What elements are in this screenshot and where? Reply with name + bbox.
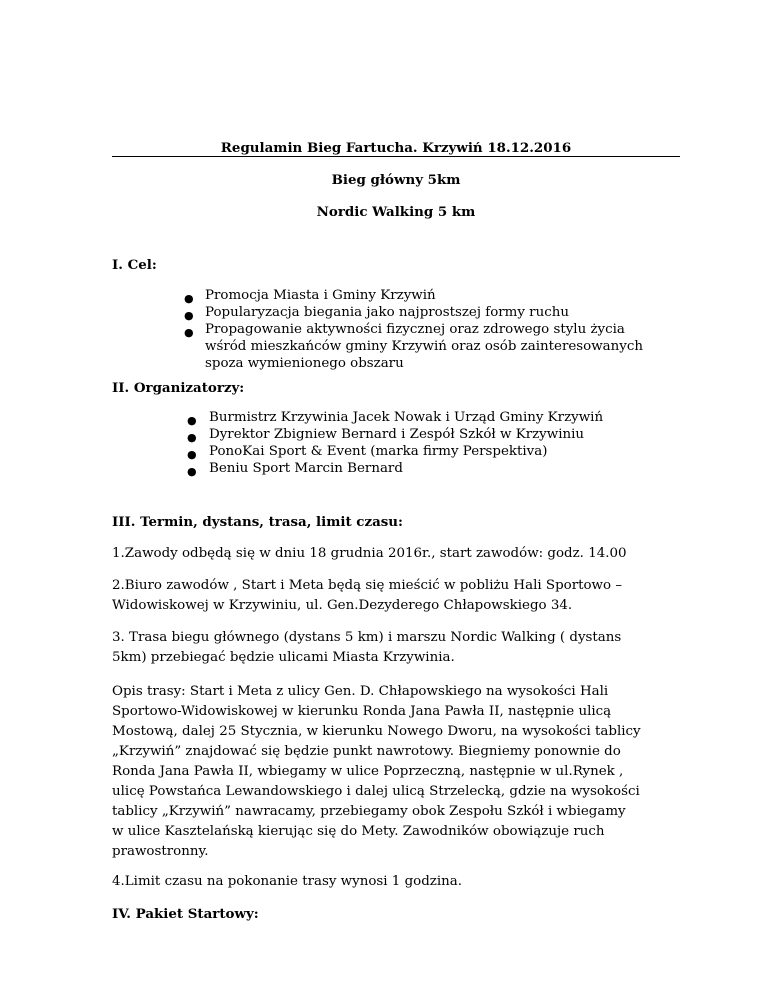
section-heading-pakiet: IV. Pakiet Startowy: (112, 906, 259, 922)
list-item: Popularyzacja biegania jako najprostszej formy ruchu (205, 305, 569, 320)
list-item: PonoKai Sport & Event (marka firmy Perspektiva) (209, 444, 548, 459)
subtitle-nordic-walking: Nordic Walking 5 km (316, 204, 476, 220)
bullet-icon: ● (187, 448, 197, 461)
paragraph-office-line2: Widowiskowej w Krzywiniu, ul. Gen.Dezyderego Chłapowskiego 34. (112, 598, 573, 613)
list-item: Beniu Sport Marcin Bernard (209, 461, 403, 476)
document-title: Regulamin Bieg Fartucha. Krzywiń 18.12.2016 (220, 140, 572, 156)
list-item-continuation: wśród mieszkańców gminy Krzywiń oraz osób zainteresowanych (205, 339, 643, 354)
list-item: Dyrektor Zbigniew Bernard i Zespół Szkół w Krzywiniu (209, 427, 585, 442)
route-line: tablicy „Krzywiń” nawracamy, przebiegamy obok Zespołu Szkół i wbiegamy (112, 804, 626, 819)
paragraph-time-limit: 4.Limit czasu na pokonanie trasy wynosi 1 godzina. (112, 874, 462, 889)
bullet-icon: ● (187, 414, 197, 427)
bullet-icon: ● (187, 431, 197, 444)
section-heading-cel: I. Cel: (112, 257, 157, 273)
route-line: Ronda Jana Pawła II, wbiegamy w ulice Poprzeczną, następnie w ul.Rynek , (112, 764, 624, 779)
route-line: „Krzywiń” znajdować się będzie punkt nawrotowy. Biegniemy ponownie do (112, 744, 621, 759)
route-line: ulicę Powstańca Lewandowskiego i dalej ulicą Strzelecką, gdzie na wysokości (112, 784, 640, 799)
section-heading-organizatorzy: II. Organizatorzy: (112, 380, 245, 396)
route-description (112, 682, 672, 862)
subtitle-main-run: Bieg główny 5km (331, 172, 461, 188)
list-item: Burmistrz Krzywinia Jacek Nowak i Urząd Gminy Krzywiń (209, 410, 604, 425)
route-line: w ulice Kasztelańską kierując się do Mety. Zawodników obowiązuje ruch (112, 824, 605, 839)
route-line: Mostową, dalej 25 Stycznia, w kierunku Nowego Dworu, na wysokości tablicy (112, 724, 641, 739)
route-line: Sportowo-Widowiskowej w kierunku Ronda Jana Pawła II, następnie ulicą (112, 704, 612, 719)
list-item: Propagowanie aktywności fizycznej oraz zdrowego stylu życia (205, 322, 625, 337)
bullet-icon: ● (184, 292, 194, 305)
paragraph-date: 1.Zawody odbędą się w dniu 18 grudnia 2016r., start zawodów: godz. 14.00 (112, 546, 627, 561)
route-line: prawostronny. (112, 844, 209, 859)
list-item-continuation: spoza wymienionego obszaru (205, 356, 404, 371)
section-heading-termin: III. Termin, dystans, trasa, limit czasu: (112, 514, 403, 530)
bullet-icon: ● (184, 309, 194, 322)
title-underline (112, 156, 680, 157)
paragraph-office-line1: 2.Biuro zawodów , Start i Meta będą się mieścić w pobliżu Hali Sportowo – (112, 578, 623, 593)
bullet-icon: ● (184, 326, 194, 339)
bullet-icon: ● (187, 465, 197, 478)
list-item: Promocja Miasta i Gminy Krzywiń (205, 288, 436, 303)
paragraph-route-intro-line1: 3. Trasa biegu głównego (dystans 5 km) i marszu Nordic Walking ( dystans (112, 630, 622, 645)
route-line: Opis trasy: Start i Meta z ulicy Gen. D. Chłapowskiego na wysokości Hali (112, 684, 609, 699)
paragraph-route-intro-line2: 5km) przebiegać będzie ulicami Miasta Krzywinia. (112, 650, 455, 665)
